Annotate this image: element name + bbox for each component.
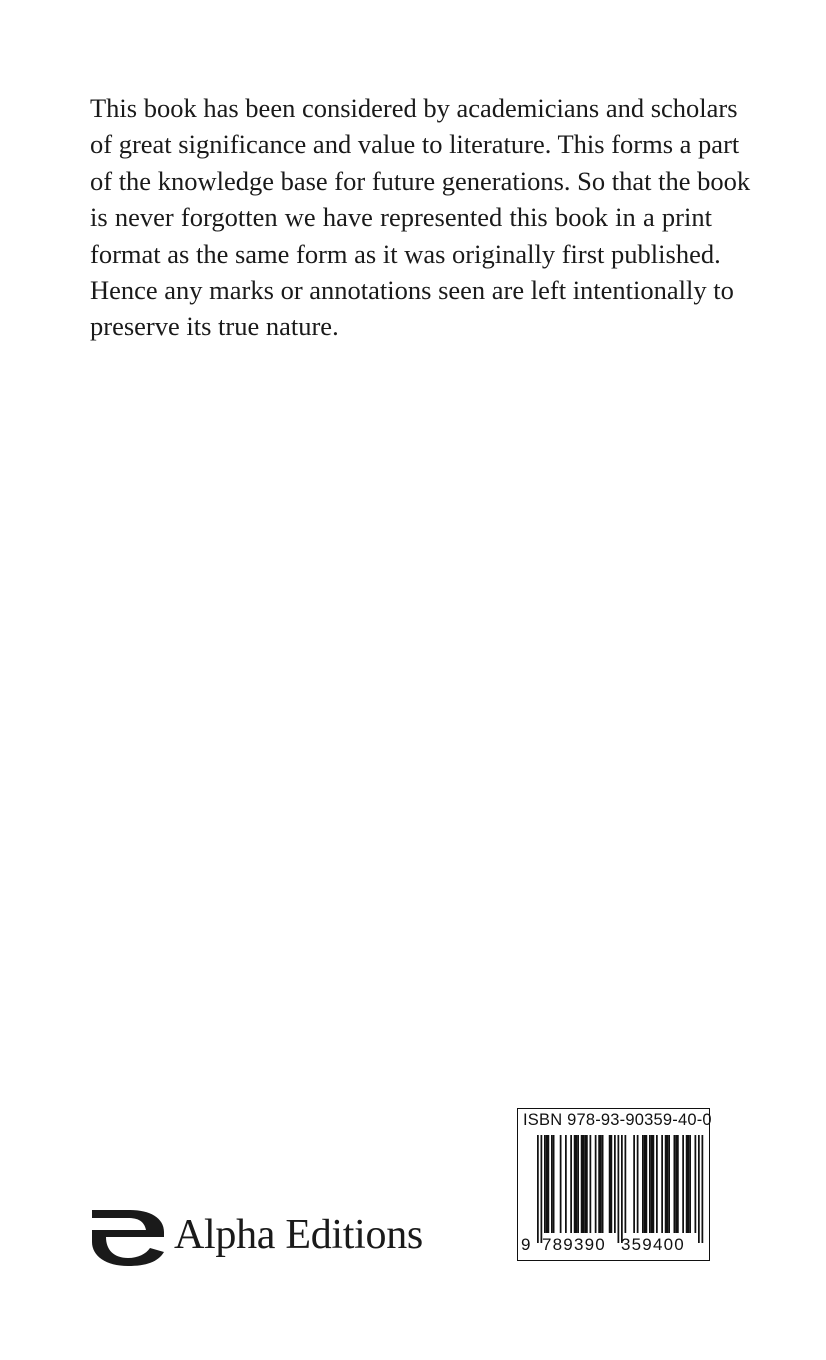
barcode-bar [674, 1135, 676, 1233]
barcode-bar [586, 1135, 588, 1233]
barcode-bar [646, 1135, 648, 1233]
blurb-line: Hence any marks or annotations seen are left intentionally to [90, 274, 734, 305]
barcode-bar [637, 1135, 639, 1233]
barcode-bar [682, 1135, 684, 1233]
barcode-bar [581, 1135, 583, 1233]
barcode-bar [651, 1135, 653, 1233]
barcode-bar [602, 1135, 604, 1233]
blurb-line: of great significance and value to literature. This forms a part [90, 129, 740, 160]
barcode-bar [546, 1135, 548, 1233]
barcode-guard-bar [621, 1135, 623, 1243]
barcode-bar [576, 1135, 578, 1233]
barcode-bar [600, 1135, 602, 1233]
barcode-guard-bar [702, 1135, 704, 1243]
barcode-bar [553, 1135, 555, 1233]
barcode-bar [595, 1135, 597, 1233]
barcode-bar [570, 1135, 572, 1233]
barcode-bar [584, 1135, 586, 1233]
barcode-bar [688, 1135, 690, 1233]
barcode-guard-bar [618, 1135, 620, 1243]
isbn-label: ISBN 978-93-90359-40-0 [523, 1111, 712, 1129]
barcode-digits [518, 1235, 709, 1257]
barcode-bar [695, 1135, 697, 1233]
barcode-bar [689, 1135, 691, 1233]
publisher-logo [90, 1204, 423, 1266]
ae-ligature-logo-icon [90, 1204, 166, 1266]
barcode-bar [667, 1135, 669, 1233]
barcode-bar [661, 1135, 663, 1233]
barcode-bar [590, 1135, 592, 1233]
barcode-bar [614, 1135, 616, 1233]
barcode-bar [625, 1135, 627, 1233]
blurb-line: is never forgotten we have represented this book in a print [90, 202, 712, 233]
barcode-bar [656, 1135, 658, 1233]
barcode-bar [644, 1135, 646, 1233]
back-cover-blurb [90, 90, 751, 345]
barcode-digits-right: 359400 [621, 1235, 685, 1254]
barcode-bar [653, 1135, 655, 1233]
barcode-bar [686, 1135, 688, 1233]
barcode-bar [677, 1135, 679, 1233]
barcode-guard-bar [698, 1135, 700, 1243]
barcode-guard-bar [541, 1135, 543, 1243]
publisher-name: Alpha Editions [174, 1212, 423, 1258]
barcode-digits-left: 789390 [542, 1235, 606, 1254]
barcode-bar [548, 1135, 550, 1233]
barcode-bar [633, 1135, 635, 1233]
barcode-bar [574, 1135, 576, 1233]
blurb-line: preserve its true nature. [90, 311, 339, 342]
barcode-guard-bar [537, 1135, 539, 1243]
barcode-bar [668, 1135, 670, 1233]
barcode-bar [577, 1135, 579, 1233]
barcode-bar [609, 1135, 611, 1233]
barcode-digit-first: 9 [521, 1235, 531, 1254]
blurb-line: of the knowledge base for future generations. So that the book [90, 165, 751, 196]
blurb-line: format as the same form as it was originally first published. [90, 238, 721, 269]
barcode-bar [642, 1135, 644, 1233]
barcode-bar [649, 1135, 651, 1233]
barcode-bar [560, 1135, 562, 1233]
barcode-bar [598, 1135, 600, 1233]
barcode-bar [551, 1135, 553, 1233]
barcode-bar [565, 1135, 567, 1233]
barcode-bar [611, 1135, 613, 1233]
barcode-bar [675, 1135, 677, 1233]
barcode-bar [583, 1135, 585, 1233]
isbn-barcode [517, 1108, 710, 1261]
barcode-bar [665, 1135, 667, 1233]
blurb-line: This book has been considered by academicians and scholars [90, 93, 738, 123]
barcode-bar [544, 1135, 546, 1233]
